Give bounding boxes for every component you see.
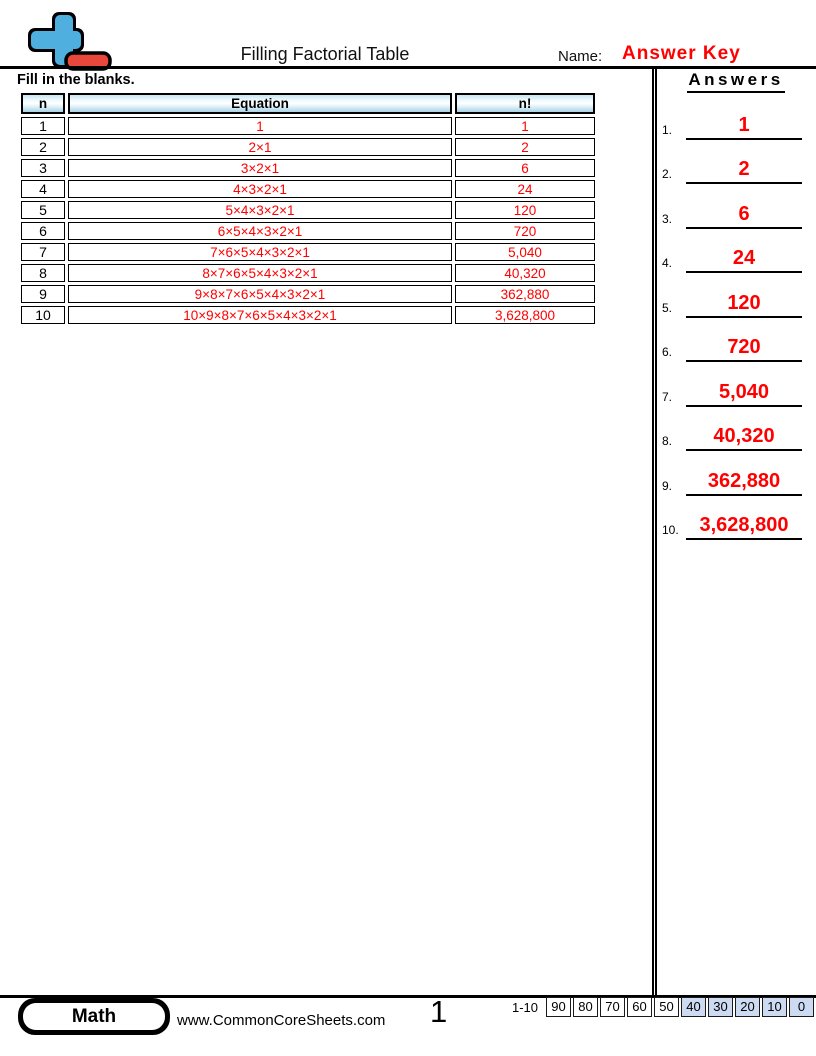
answer-item [660,407,812,452]
score-cell: 40 [681,997,706,1017]
answer-value: 1 [738,113,750,136]
score-table [512,997,814,1017]
cell-factorial: 120 [455,201,595,219]
table-row [21,138,595,156]
cell-equation: 2×1 [68,138,452,156]
score-cell: 60 [627,997,652,1017]
cell-factorial: 720 [455,222,595,240]
table-row [21,306,595,324]
score-cell: 70 [600,997,625,1017]
table-row [21,222,595,240]
score-range-label: 1-10 [511,999,538,1015]
answer-number: 4. [662,256,673,270]
answers-divider-line [652,67,657,995]
cell-equation: 10×9×8×7×6×5×4×3×2×1 [68,306,452,324]
answer-number: 8. [662,434,673,448]
answer-item [660,95,812,140]
table-header-row [21,93,595,114]
cell-n: 1 [21,117,65,135]
cell-n: 4 [21,180,65,198]
answer-number: 2. [662,167,673,181]
cell-equation: 8×7×6×5×4×3×2×1 [68,264,452,282]
cell-n: 6 [21,222,65,240]
factorial-table [18,90,598,327]
score-cell: 20 [735,997,760,1017]
answer-value: 720 [727,336,761,358]
cell-factorial: 6 [455,159,595,177]
header-divider-line [0,66,816,69]
answer-item [660,273,812,318]
score-cell: 30 [708,997,733,1017]
cell-equation: 4×3×2×1 [68,180,452,198]
table-row [21,159,595,177]
table-row [21,201,595,219]
table-row [21,180,595,198]
answer-item [660,318,812,363]
answer-value: 3,628,800 [699,514,789,536]
answer-value: 40,320 [713,425,775,447]
cell-n: 2 [21,138,65,156]
table-row [21,243,595,261]
cell-equation: 6×5×4×3×2×1 [68,222,452,240]
answer-number: 9. [662,478,673,493]
answer-value: 5,040 [718,380,770,403]
score-cell: 0 [789,997,814,1017]
answer-number: 6. [662,345,673,359]
answer-blank-line [686,538,802,540]
answer-item [660,362,812,407]
answer-value: 362,880 [707,469,781,492]
cell-factorial: 3,628,800 [455,306,595,324]
cell-n: 3 [21,159,65,177]
answers-column [660,70,812,537]
score-cell: 80 [573,997,598,1017]
column-header-n: n [21,93,65,114]
cell-equation: 3×2×1 [68,159,452,177]
answer-number: 3. [662,211,673,226]
answer-number: 1. [662,122,673,137]
subject-badge-label: Math [23,1003,165,1030]
answers-title: Answers [687,70,784,93]
website-text: www.CommonCoreSheets.com [177,1012,386,1029]
cell-n: 10 [21,306,65,324]
table-row [21,285,595,303]
cell-factorial: 24 [455,180,595,198]
score-cell: 50 [654,997,679,1017]
cell-factorial: 1 [455,117,595,135]
answer-value: 2 [738,158,750,180]
cell-factorial: 362,880 [455,285,595,303]
cell-equation: 7×6×5×4×3×2×1 [68,243,452,261]
answer-number: 10. [662,523,679,537]
answer-item [660,451,812,496]
answer-item [660,140,812,185]
score-cell: 10 [762,997,787,1017]
name-label: Name: [558,48,603,65]
page-title: Filling Factorial Table [240,44,410,64]
score-cell: 90 [546,997,571,1017]
answers-list [660,95,812,540]
answer-value: 120 [727,291,761,314]
cell-n: 5 [21,201,65,219]
column-header-equation: Equation [68,93,452,114]
column-header-factorial: n! [455,93,595,114]
cell-equation: 5×4×3×2×1 [68,201,452,219]
table-row [21,264,595,282]
cell-equation: 1 [68,117,452,135]
answer-value: 6 [738,202,750,225]
answer-key-text: Answer Key [622,43,741,64]
cell-factorial: 40,320 [455,264,595,282]
cell-factorial: 2 [455,138,595,156]
cell-equation: 9×8×7×6×5×4×3×2×1 [68,285,452,303]
answer-item [660,229,812,274]
cell-n: 7 [21,243,65,261]
cell-factorial: 5,040 [455,243,595,261]
answer-item [660,184,812,229]
instruction-text: Fill in the blanks. [17,72,135,88]
subject-badge [18,998,170,1035]
factorial-table-body [21,117,595,324]
answer-number: 7. [662,389,673,404]
cell-n: 9 [21,285,65,303]
page-number: 1 [430,994,448,1029]
answer-item [660,496,812,541]
cell-n: 8 [21,264,65,282]
answer-value: 24 [732,247,756,269]
answer-number: 5. [662,300,673,315]
table-row [21,117,595,135]
